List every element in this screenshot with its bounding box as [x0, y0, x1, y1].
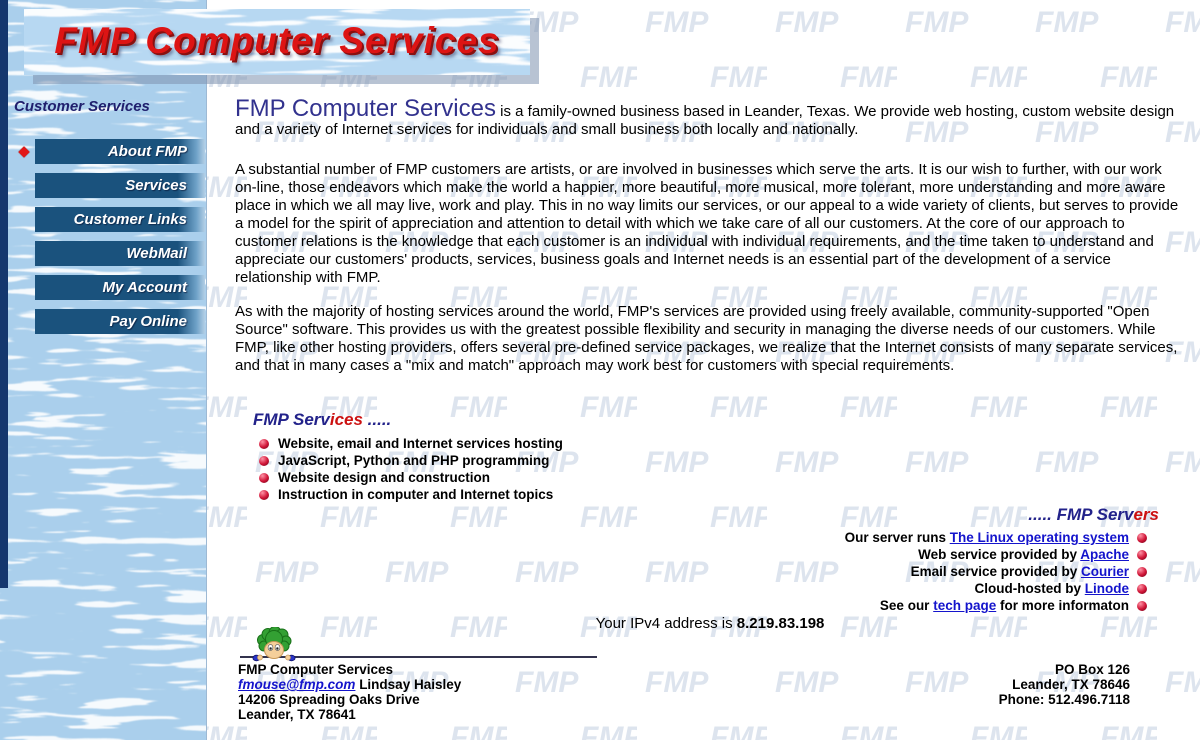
server-item — [845, 580, 1147, 597]
service-item-label: Instruction in computer and Internet topics — [278, 487, 554, 502]
server-item — [845, 563, 1147, 580]
site-banner-title: FMP Computer Services — [54, 20, 500, 61]
red-ball-icon — [1137, 567, 1147, 577]
sidebar-item-label: Pay Online — [109, 313, 187, 330]
service-item-label: JavaScript, Python and PHP programming — [278, 453, 550, 468]
service-item — [253, 435, 563, 452]
ip-address-line — [235, 615, 1185, 632]
sidebar-item-label: Customer Links — [73, 211, 187, 228]
sidebar-item-customer-links[interactable] — [35, 207, 205, 232]
footer-city-line: Leander, TX 78641 — [238, 707, 356, 722]
link-linode[interactable]: Linode — [1084, 581, 1129, 596]
servers-heading-dots: ..... — [1028, 505, 1057, 524]
footer-po-box: PO Box 126 — [1054, 662, 1130, 677]
sidebar-item-label: About FMP — [107, 143, 187, 160]
services-heading-red: ices — [329, 410, 363, 429]
footer-email-line — [238, 677, 461, 692]
paragraph-customers: A substantial number of FMP customers are artists, or are involved in businesses which serve the arts. It is our wish to further, with our work on-line, those endeavors which make the world a happier, more beautiful, more musical, more tolerant, more understanding and more aware place in which we all may live, work and play. This in no way limits our services, or our appeal to a wide variety of clients, but serves to provide a model for the spirit of appreciation and attention to detail with which we take care of all our customers. At the core of our approach to customer relations is the knowledge that each customer is an individual with individual requirements, and the time taken to understand and appreciate our customers' products, services, business goals and Internet needs is an essential part of the development of a service relationship with FMP. — [235, 161, 1179, 286]
sidebar-item-label: Services — [125, 177, 187, 194]
mouse-mascot-icon — [251, 627, 297, 663]
sidebar-item-label: WebMail — [126, 245, 187, 262]
red-ball-icon — [1137, 533, 1147, 543]
server-item-text: Email service provided by — [910, 564, 1081, 579]
red-ball-icon — [1137, 584, 1147, 594]
sidebar-item-my-account[interactable] — [35, 275, 205, 300]
sidebar-item-label: My Account — [102, 279, 187, 296]
sidebar-item-pay-online[interactable] — [35, 309, 205, 334]
server-item-suffix: for more informaton — [996, 598, 1129, 613]
server-item-text: Our server runs — [844, 530, 950, 545]
server-item — [845, 597, 1147, 614]
red-ball-icon — [259, 490, 269, 500]
server-item-text: See our — [879, 598, 934, 613]
email-link[interactable]: fmouse@fmp.com — [238, 677, 356, 692]
sidebar-item-about-fmp[interactable] — [35, 139, 205, 164]
services-heading-dots: ..... — [362, 410, 392, 429]
footer-company-name: FMP Computer Services — [238, 662, 394, 677]
red-ball-icon — [259, 439, 269, 449]
page-title: FMP Computer Services — [235, 95, 496, 122]
sidebar-item-services[interactable] — [35, 173, 205, 198]
service-item — [253, 486, 563, 503]
footer-street-address: 14206 Spreading Oaks Drive — [238, 692, 420, 707]
link-tech-page[interactable]: tech page — [933, 598, 997, 613]
link-linux[interactable]: The Linux operating system — [949, 530, 1129, 545]
servers-section — [844, 505, 1159, 614]
server-item-text: Cloud-hosted by — [974, 581, 1085, 596]
link-apache[interactable]: Apache — [1080, 547, 1129, 562]
footer-phone: Phone: 512.496.7118 — [998, 692, 1130, 707]
footer-city-zip: Leander, TX 78646 — [1012, 677, 1130, 692]
services-list — [253, 435, 563, 503]
link-courier[interactable]: Courier — [1080, 564, 1129, 579]
servers-heading — [845, 505, 1159, 525]
service-item-label: Website design and construction — [278, 470, 491, 485]
red-ball-icon — [259, 473, 269, 483]
intro-text: is a family-owned business based in Leander, Texas. We provide web hosting, custom website design and a variety of Internet services for individuals and small business both locally and nationally. — [235, 103, 1175, 138]
red-ball-icon — [1137, 550, 1147, 560]
sidebar-menu — [35, 139, 205, 343]
site-banner — [24, 9, 530, 75]
paragraph-open-source: As with the majority of hosting services around the world, FMP's services are provided using freely available, community-supported "Open Source" software. This provides us with the greatest possible flexibility and security in managing the diverse needs of our customers. While FMP, like other hosting providers, offers several pre-defined service packages, we realize that the Internet consists of many separate services, and that in many cases a "mix and match" approach may work best for customers with special requirements. — [235, 303, 1178, 374]
red-ball-icon — [1137, 601, 1147, 611]
ipv4-address: 8.219.83.198 — [736, 615, 825, 632]
left-edge-bar — [0, 0, 8, 588]
services-heading-navy: FMP Serv — [253, 410, 330, 429]
sidebar-heading: Customer Services — [14, 98, 150, 115]
servers-heading-red: ers — [1133, 505, 1159, 524]
sidebar-item-webmail[interactable] — [35, 241, 205, 266]
service-item-label: Website, email and Internet services hosting — [278, 436, 563, 451]
footer-contact-right — [999, 662, 1130, 707]
server-item — [845, 529, 1147, 546]
services-heading — [253, 410, 563, 430]
ip-address-prefix: Your IPv4 address is — [595, 615, 737, 632]
servers-heading-navy: FMP Serv — [1056, 505, 1134, 524]
service-item — [253, 452, 563, 469]
server-item-text: Web service provided by — [918, 547, 1081, 562]
services-section — [253, 410, 563, 503]
service-item — [253, 469, 563, 486]
server-item — [845, 546, 1147, 563]
footer-contact-left — [238, 662, 461, 722]
red-ball-icon — [259, 456, 269, 466]
intro-paragraph — [235, 95, 1185, 139]
footer-contact-person: Lindsay Haisley — [355, 677, 462, 692]
